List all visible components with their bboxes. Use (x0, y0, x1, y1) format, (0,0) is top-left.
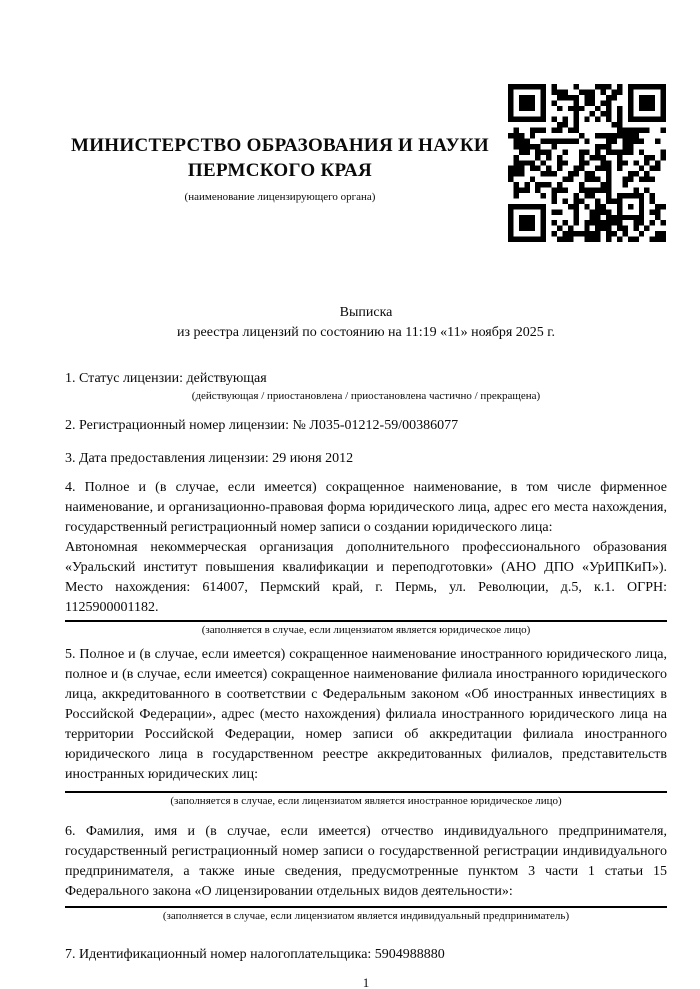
title-line1: Выписка (339, 305, 393, 320)
item-5-foreign-entity (65, 645, 667, 808)
item-5-caption: (заполняется в случае, если лицензиатом является иностранное юридическое лицо) (170, 795, 562, 807)
item-7-text: 7. Идентификационный номер налогоплательщика: 5904988880 (65, 947, 445, 962)
item-7-taxpayer-number (65, 945, 667, 965)
authority-name-line1: МИНИСТЕРСТВО ОБРАЗОВАНИЯ И НАУКИ (70, 135, 490, 156)
item-2-registration-number (65, 416, 667, 436)
qr-code-icon (508, 84, 666, 242)
item-6-caption: (заполняется в случае, если лицензиатом является индивидуальный предприниматель) (162, 910, 570, 922)
item-1-text: 1. Статус лицензии: действующая (65, 371, 267, 386)
item-6-individual-entrepreneur (65, 822, 667, 923)
item-3-text: 3. Дата предоставления лицензии: 29 июня 2012 (65, 451, 354, 466)
item-1-license-status (65, 369, 667, 403)
item-1-status-options-caption: (действующая / приостановлена / приостановлена частично / прекращена) (191, 390, 541, 402)
licensing-authority-header (65, 133, 495, 204)
authority-caption: (наименование лицензирующего органа) (184, 191, 376, 203)
document-title (65, 303, 667, 343)
item-2-text: 2. Регистрационный номер лицензии: № Л035-01212-59/00386077 (65, 418, 459, 433)
item-4-text: 4. Полное и (в случае, если имеется) сокращенное наименование, в том числе фирменное наименование, и организационно-правовая форма юридического лица, адрес его места нахождения, государственный регистрационный номер записи о создании юридического лица: (65, 480, 667, 535)
item-4-value: Автономная некоммерческая организация дополнительного профессионального образования «Уральский институт повышения квалификации и переподготовки» (АНО ДПО «УрИПКиП»). Место нахождения: 614007, Пермский край, г. Пермь, ул. Революции, д.5, к.1. ОГРН: 1125900001182. (65, 540, 667, 615)
item-5-text: 5. Полное и (в случае, если имеется) сокращенное наименование иностранного юридического лица, полное и (в случае, если имеется) сокращенное наименование филиала иностранного юридического лица, аккредитованного в соответствии с Федеральным законом «Об иностранных инвестициях в Российской Федерации», адрес (место нахождения) филиала иностранного юридического лица на территории Российской Федерации, номер записи об аккредитации филиала иностранного юридического лица в государственном реестре аккредитованных филиалов, представительств иностранных юридических лиц: (65, 647, 667, 782)
item-4-legal-entity (65, 478, 667, 637)
item-3-grant-date (65, 449, 667, 469)
page-number: 1 (362, 975, 370, 989)
title-line2: из реестра лицензий по состоянию на 11:19 «11» ноября 2025 г. (177, 325, 555, 340)
authority-name-line2: ПЕРМСКОГО КРАЯ (187, 160, 373, 181)
item-4-caption: (заполняется в случае, если лицензиатом является юридическое лицо) (201, 624, 531, 636)
item-6-text: 6. Фамилия, имя и (в случае, если имеется) отчество индивидуального предпринимателя, государственный регистрационный номер записи о государственной регистрации индивидуального предпринимателя, а также иные сведения, предусмотренные пунктом 3 части 1 статьи 15 Федерального закона «О лицензировании отдельных видов деятельности»: (65, 824, 667, 899)
